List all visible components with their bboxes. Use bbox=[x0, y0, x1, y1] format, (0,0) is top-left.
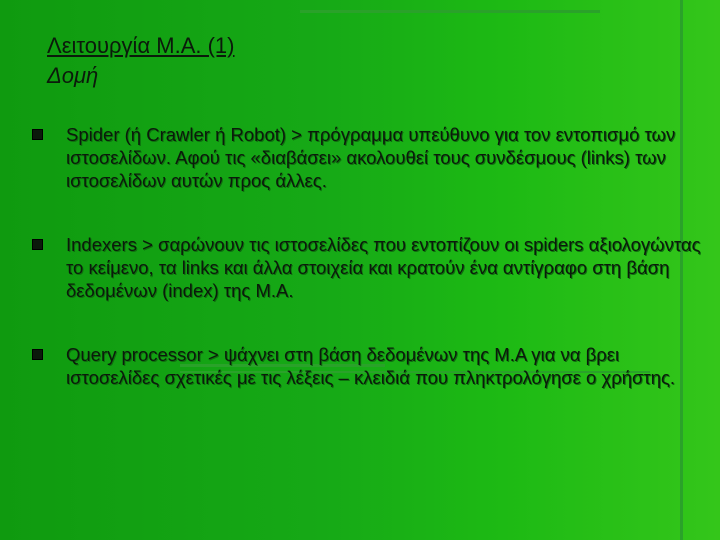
square-bullet-icon bbox=[32, 129, 43, 140]
slide-title: Λειτουργία Μ.Α. (1) bbox=[47, 33, 235, 58]
square-bullet-icon bbox=[32, 239, 43, 250]
bullet-item bbox=[32, 123, 702, 192]
bullet-text: Indexers > σαρώνουν τις ιστοσελίδες που εντοπίζουν οι spiders αξιολογώντας το κείμενο, τα links και άλλα στοιχεία και κρατούν ένα αντίγραφο στη βάση δεδομένων (index) της Μ.Α. bbox=[66, 234, 701, 301]
decorative-line-top bbox=[300, 10, 600, 13]
bullet-list bbox=[32, 123, 702, 430]
bullet-item bbox=[32, 233, 702, 302]
bullet-text: Query processor > ψάχνει στη βάση δεδομένων της Μ.Α για να βρει ιστοσελίδες σχετικές με τις λέξεις – κλειδιά που πληκτρολόγησε ο χρήστης. bbox=[66, 344, 676, 388]
square-bullet-icon bbox=[32, 349, 43, 360]
slide-subtitle: Δομή bbox=[47, 63, 99, 88]
slide-title-block bbox=[47, 31, 235, 91]
bullet-text: Spider (ή Crawler ή Robot) > πρόγραμμα υπεύθυνο για τον εντοπισμό των ιστοσελίδων. Αφού τις «διαβάσει» ακολουθεί τους συνδέσμους (links) των ιστοσελίδων αυτών προς άλλες. bbox=[66, 124, 676, 191]
bullet-item bbox=[32, 343, 702, 389]
